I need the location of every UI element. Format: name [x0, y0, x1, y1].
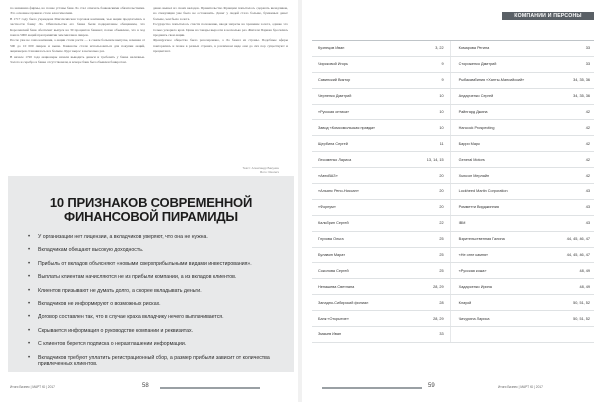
- index-pages: 9: [404, 73, 451, 88]
- list-item: • Вкладчиков не информируют о возможных рисках.: [28, 301, 161, 308]
- table-row: [312, 311, 594, 327]
- left-page: [0, 0, 298, 402]
- index-pages: 25: [404, 232, 451, 247]
- index-name: Чирсковой Игорь: [318, 62, 348, 67]
- index-name: Комарова Регина: [458, 46, 490, 51]
- paragraph: В начале 1720 года акционеры начали выводить деньги и требовать у банка наличные. Золото и серебро в банке отсутствовали, и вскоре банк был объявлен банкротом.: [10, 54, 145, 65]
- index-name: Клауой: [458, 300, 472, 305]
- magazine-issue: Итоги Бизнес | МАРТ Ю | 2017: [498, 385, 543, 389]
- bullet-icon: •: [28, 354, 31, 361]
- index-pages: 28, 29: [404, 279, 451, 294]
- bullet-icon: •: [28, 234, 31, 240]
- pyramid-signs-box: [8, 176, 294, 372]
- table-row: [312, 216, 594, 232]
- index-name: Кузнецов Иван: [318, 46, 345, 51]
- index-pages: 11: [404, 136, 451, 151]
- index-pages: 42: [585, 157, 591, 162]
- index-name: Змаьев Иван: [318, 332, 342, 337]
- photo-caption: Текст: Александр Бакунин Фото: Reuters: [242, 166, 279, 174]
- page-footer: [302, 382, 600, 394]
- paragraph: Французское общество было разочаровано, а Ло бежал из страны. Подобные аферы повторялись и позже в разных странах, в различном виде они до сих пор существуют и процветают.: [153, 38, 288, 54]
- index-name: Хадарсенко Ирина: [458, 284, 492, 289]
- index-name: Рыбакамбиния «Ханты-Мансийский»: [458, 78, 525, 83]
- index-pages: 42: [585, 110, 591, 114]
- index-pages: 42: [585, 125, 591, 130]
- index-pages: 48, 49: [579, 268, 591, 273]
- index-pages: 33: [404, 327, 451, 342]
- index-name: Ненашева Светлана: [318, 284, 355, 289]
- index-name: Райнгард Джина: [458, 110, 488, 114]
- paragraph: Государство попыталось спасти положение, вводя запреты на хранение золота, однако это только ускорило крах. Цены на товары выросли в несколько раз. Жители Парижа бросились продавать свои акции.: [153, 22, 288, 38]
- paragraph: давно вышел из своих вкладов. Правительство Франции попыталось сдержать вкладчиков, но спекуляция уже было не остановить. Денег у людей стало больше, бумажных денег больше, чем было золота.: [153, 6, 288, 21]
- index-name: Банк «Открытие»: [318, 316, 349, 321]
- article-text: [10, 6, 288, 178]
- page-number: 58: [142, 383, 149, 389]
- list-item: • Вкладчиков требуют уплатить регистрационный сбор, а размер прибыли зависит от количества привлеченных клиентов.: [28, 354, 270, 368]
- index-pages: 34, 35, 36: [573, 78, 591, 83]
- table-row: [312, 120, 594, 136]
- index-pages: 34, 35, 36: [573, 94, 591, 99]
- index-pages: 28: [404, 295, 451, 310]
- list-item: • Прибыль от вкладов объясняют «новыми сверхприбыльными видами инвестирования».: [28, 260, 252, 267]
- index-pages: 42: [585, 141, 591, 146]
- index-name: Завод «Комсомольская правда»: [318, 125, 376, 130]
- article-column: [153, 6, 288, 178]
- index-pages: 28, 29: [404, 311, 451, 326]
- index-pages: 43: [585, 189, 591, 194]
- index-name: Булавин Марат: [318, 253, 346, 258]
- index-name: Стороженко Дмитрий: [458, 62, 497, 67]
- bullet-icon: •: [28, 314, 31, 321]
- index-pages: 25: [404, 263, 451, 278]
- table-row: [312, 248, 594, 264]
- index-name: General Motors: [458, 157, 485, 162]
- index-name: Барри Марк: [458, 141, 480, 146]
- table-row: [312, 57, 594, 73]
- index-pages: 25: [404, 248, 451, 263]
- index-pages: 10: [404, 89, 451, 104]
- list-item: • У организации нет лицензии, а вкладчиков уверяют, что она не нужна.: [28, 234, 208, 240]
- list-item: • Вкладчикам обещают высокую доходность.: [28, 247, 144, 254]
- index-table: [312, 40, 594, 343]
- index-pages: 44, 45, 46, 47: [566, 237, 591, 242]
- index-pages: 20: [404, 200, 451, 215]
- table-row: [312, 73, 594, 89]
- index-name: Взрительственная Галина: [458, 237, 505, 242]
- index-name: «Русская кожа»: [458, 268, 487, 273]
- index-name: Ромметти Вирджинния: [458, 205, 499, 210]
- index-name: Чичурина Лариса: [458, 316, 490, 321]
- table-row: [312, 41, 594, 57]
- paragraph: по названию фирмы, но позже уставы банк Ло стал отвечать банковскими обязательствами. Это основное правило стало классическим.: [10, 6, 145, 16]
- index-name: Щербина Сергей: [318, 141, 348, 146]
- table-row: [312, 295, 594, 311]
- index-name: [451, 327, 545, 342]
- signs-list: [28, 234, 288, 374]
- index-name: Кальбрин Сергей: [318, 221, 349, 226]
- table-row: [312, 136, 594, 152]
- bullet-icon: •: [28, 301, 31, 308]
- bullet-icon: •: [28, 260, 31, 267]
- index-pages: 20: [404, 168, 451, 183]
- index-name: «Альянс Рено-Ниссан»: [318, 189, 359, 194]
- bullet-icon: •: [28, 287, 31, 294]
- index-name: Западно-Сибирский филиал: [318, 300, 369, 305]
- bullet-icon: •: [28, 247, 31, 254]
- index-name: «Форпум»: [318, 205, 336, 210]
- index-name: Соколова Сергей: [318, 268, 349, 273]
- bullet-icon: •: [28, 327, 31, 334]
- index-pages: 48, 49: [579, 284, 591, 289]
- article-column: [10, 6, 145, 178]
- index-name: Глухова Ольга: [318, 237, 344, 242]
- index-pages: 43: [585, 221, 591, 226]
- right-page: [302, 0, 600, 402]
- index-name: «Не огне камня»: [458, 253, 489, 258]
- index-name: Андарченко Сергей: [458, 94, 494, 99]
- index-pages: [544, 327, 594, 342]
- table-row: [312, 105, 594, 121]
- index-pages: 50, 51, 52: [573, 316, 591, 321]
- index-name: Лесоменко Лариса: [318, 157, 352, 162]
- paragraph: После уже не сама компания, а акции стали расти — в самом большом выпуске, начиная от 500 до 10 000 ливров и выше. Банкноты стали использоваться для покупки акций, акционеров становилось все больше. Курс вырос в несколько раз.: [10, 38, 145, 54]
- index-pages: 50, 51, 52: [573, 300, 591, 305]
- footer-rule: [160, 387, 260, 389]
- paragraph: В 1717 году была учреждена Миссисипская торговая компания, чьи акции предлагались в частности банку Ло. Обязательства его банка были подкреплены обещанием, что Королевский банк обеспечит выпуск на 30 процентов банкнот, позже объявлено, что в ход пошла 5000 акций при принятии чем миллион ливров.: [10, 16, 145, 38]
- page-footer: [0, 382, 298, 394]
- table-row: [312, 327, 594, 343]
- table-row: [312, 232, 594, 248]
- page-number: 59: [428, 383, 435, 389]
- index-pages: 3, 22: [404, 41, 451, 56]
- list-item: • Клиентов призывают не думать долго, а скорее вкладывать деньги.: [28, 287, 202, 294]
- table-row: [312, 152, 594, 168]
- list-item: • Скрывается информация о руководстве компании и реквизитах.: [28, 327, 194, 334]
- list-item: • Выплаты клиентам начисляются не из прибыли компании, а из вкладов клиентов.: [28, 274, 237, 281]
- list-item: • С клиентов берется подписка о неразглашении информации.: [28, 341, 187, 348]
- table-row: [312, 89, 594, 105]
- index-pages: 43: [585, 205, 591, 210]
- footer-rule: [322, 387, 422, 389]
- index-name: «АвтоВАЗ»: [318, 173, 338, 178]
- index-name: Hancock Prospecting: [458, 125, 495, 130]
- table-row: [312, 263, 594, 279]
- box-title: 10 ПРИЗНАКОВ СОВРЕМЕННОЙ ФИНАНСОВОЙ ПИРАМИДЫ: [49, 195, 253, 224]
- table-row: [312, 168, 594, 184]
- section-banner: КОМПАНИИ И ПЕРСОНЫ: [502, 12, 594, 20]
- index-pages: 9: [404, 57, 451, 72]
- table-row: [312, 279, 594, 295]
- index-pages: 10: [404, 105, 451, 120]
- index-pages: 42: [585, 173, 591, 178]
- table-row: [312, 184, 594, 200]
- bullet-icon: •: [28, 341, 31, 348]
- table-row: [312, 200, 594, 216]
- index-name: «Русская оптика»: [318, 110, 350, 114]
- index-name: Хьюсон Мерлайн: [458, 173, 490, 178]
- index-pages: 10: [404, 120, 451, 135]
- index-name: Савинский Виктор: [318, 78, 351, 83]
- bullet-icon: •: [28, 274, 31, 281]
- list-item: • Договор составлен так, что в случае краха вкладчику нечего выплачивается.: [28, 314, 224, 321]
- index-pages: 33: [585, 46, 591, 51]
- index-pages: 33: [585, 62, 591, 67]
- index-pages: 13, 14, 15: [404, 152, 451, 167]
- magazine-issue: Итоги Бизнес | МАРТ Ю | 2017: [10, 385, 55, 389]
- index-pages: 20: [404, 184, 451, 199]
- index-pages: 22: [404, 216, 451, 231]
- index-name: Черненко Дмитрий: [318, 94, 352, 99]
- index-name: Lockheed Martin Corporation: [458, 189, 508, 194]
- index-pages: 44, 45, 46, 47: [566, 253, 591, 258]
- index-name: IBM: [458, 221, 466, 226]
